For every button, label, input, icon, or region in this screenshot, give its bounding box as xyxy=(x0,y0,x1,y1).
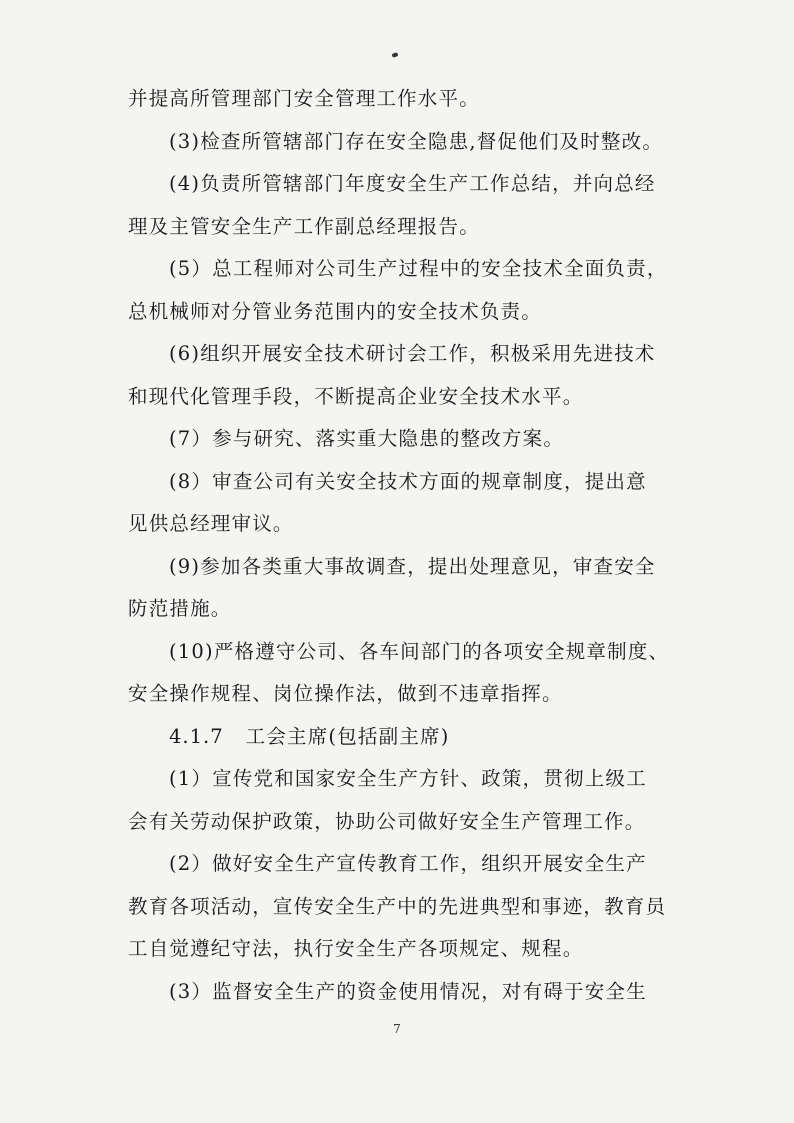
scan-speck xyxy=(391,52,398,58)
text-line: 教育各项活动，宣传安全生产中的先进典型和事迹，教育员 xyxy=(128,894,667,918)
text-line: (6)组织开展安全技术研讨会工作，积极采用先进技术 xyxy=(169,342,656,365)
text-line: 和现代化管理手段，不断提高企业安全技术水平。 xyxy=(128,384,584,408)
text-line: (1）宣传党和国家安全生产方针、政策，贯彻上级工 xyxy=(169,767,647,790)
text-line: 并提高所管理部门安全管理工作水平。 xyxy=(128,87,480,110)
text-line: (2）做好安全生产宣传教育工作，组织开展安全生产 xyxy=(169,852,647,875)
text-line: 工自觉遵纪守法，执行安全生产各项规定、规程。 xyxy=(128,937,584,960)
text-line: 防范措施。 xyxy=(128,597,232,620)
text-line: 安全操作规程、岗位操作法，做到不违章指挥。 xyxy=(128,682,563,705)
text-line: (10)严格遵守公司、各车间部门的各项安全规章制度、 xyxy=(169,639,670,663)
text-line: (4)负责所管辖部门年度安全生产工作总结，并向总经 xyxy=(169,172,656,195)
text-line: 总机械师对分管业务范围内的安全技术负责。 xyxy=(128,299,543,323)
text-line: (3）监督安全生产的资金使用情况，对有碍于安全生 xyxy=(169,979,647,1003)
text-line: 理及主管安全生产工作副总经理报告。 xyxy=(128,214,480,238)
text-line: (3)检查所管辖部门存在安全隐患,督促他们及时整改。 xyxy=(169,129,664,153)
text-line: 会有关劳动保护政策，协助公司做好安全生产管理工作。 xyxy=(128,809,646,833)
body-text xyxy=(128,78,673,1013)
page-number: 7 xyxy=(393,1022,401,1036)
section-number: 4.1.7 xyxy=(169,724,224,748)
text-line: (5）总工程师对公司生产过程中的安全技术全面负责， xyxy=(169,257,668,280)
section-heading xyxy=(128,716,673,759)
section-title: 工会主席(包括副主席) xyxy=(245,724,450,748)
text-line: 见供总经理审议。 xyxy=(128,512,294,535)
text-line: (9)参加各类重大事故调查，提出处理意见，审查安全 xyxy=(169,554,656,578)
text-line: (8）审查公司有关安全技术方面的规章制度，提出意 xyxy=(169,469,647,493)
text-line: (7）参与研究、落实重大隐患的整改方案。 xyxy=(169,427,565,450)
